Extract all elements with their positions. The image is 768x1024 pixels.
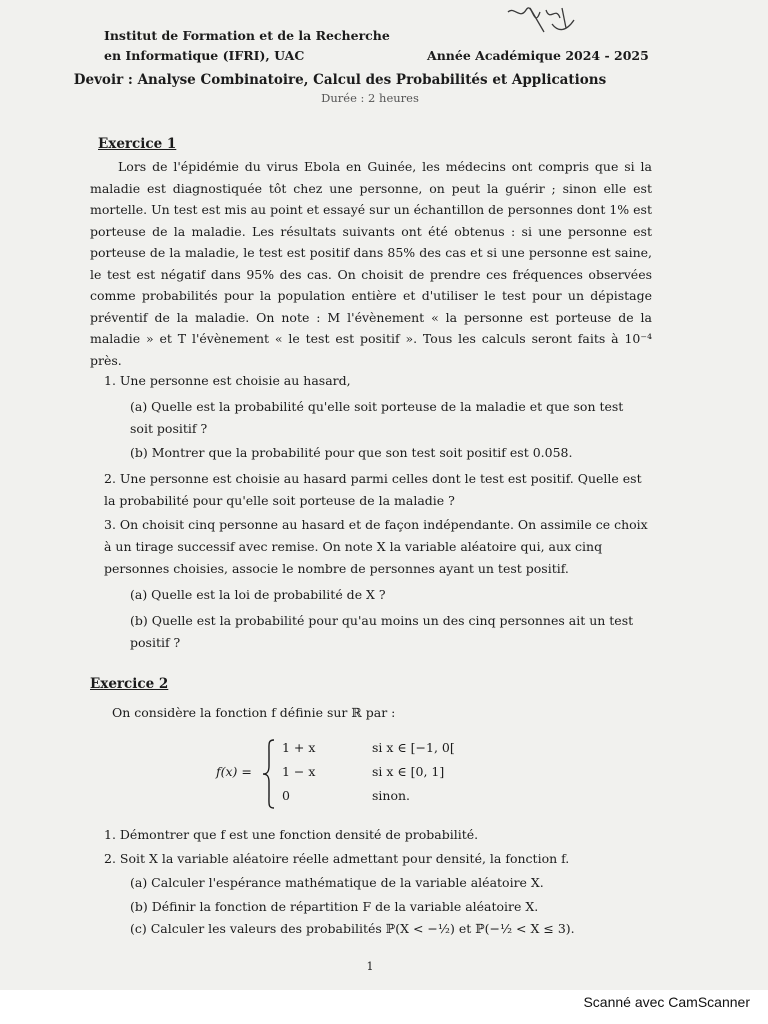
ex2-question-1 (104, 824, 654, 846)
question-3a (130, 584, 650, 606)
question-1 (104, 370, 654, 392)
question-2 (104, 468, 654, 512)
question-3a-text: (a) Quelle est la loi de probabilité de X ? (130, 587, 386, 602)
ex2-question-2c (130, 918, 650, 940)
case-3-condition: sinon. (372, 788, 411, 803)
ex2-question-2b (130, 896, 650, 918)
page-number: 1 (366, 960, 374, 973)
case-2-expression: 1 − x (282, 764, 316, 779)
academic-year: Année Académique 2024 - 2025 (427, 48, 649, 63)
left-brace (262, 738, 276, 810)
document-title: Devoir : Analyse Combinatoire, Calcul des Probabilités et Applications (73, 72, 607, 88)
ex2-question-2a (130, 872, 650, 894)
question-3 (104, 514, 654, 580)
ex2-question-1-text: 1. Démontrer que f est une fonction densité de probabilité. (104, 827, 479, 842)
ex2-question-2a-text: (a) Calculer l'espérance mathématique de la variable aléatoire X. (130, 875, 544, 890)
case-1-condition: si x ∈ [−1, 0[ (372, 740, 455, 755)
institute-name (104, 26, 390, 66)
formula-case-3 (282, 788, 492, 808)
exercise-1-title: Exercice 1 (98, 136, 177, 152)
institute-line-1: Institut de Formation et de la Recherche (104, 28, 390, 43)
exercise-1-intro: Lors de l'épidémie du virus Ebola en Guinée, les médecins ont compris que si la maladie est diagnostiquée tôt chez une personne, on peut la guérir ; sinon elle est mortelle. Un test est mis au point et essayé sur un échantillon de personnes dont 1% est porteuse de la maladie. Les résultats suivants ont été obtenus : si une personne est porteuse de la maladie, le test est positif dans 85% des cas et si une personne est saine, le test est négatif dans 95% des cas. On choisit de prendre ces fréquences observées comme probabilités pour la population entière et d'utiliser le test pour un dépistage préventif de la maladie. On note : M l'évènement « la personne est porteuse de la maladie » et T l'évènement « le test est positif ». Tous les calculs seront faits à 10⁻⁴ près. (90, 159, 652, 368)
exercise-2-intro: On considère la fonction f définie sur ℝ par : (112, 705, 396, 720)
exam-duration: Durée : 2 heures (321, 91, 419, 105)
question-3b-text: (b) Quelle est la probabilité pour qu'au moins un des cinq personnes ait un test positif ? (130, 613, 634, 650)
ex2-question-2-text: 2. Soit X la variable aléatoire réelle admettant pour densité, la fonction f. (104, 851, 570, 866)
case-2-condition: si x ∈ [0, 1] (372, 764, 445, 779)
question-1a (130, 396, 650, 440)
formula-case-1 (282, 740, 492, 760)
question-2-text: 2. Une personne est choisie au hasard parmi celles dont le test est positif. Quelle est la probabilité pour qu'elle soit porteuse de la maladie ? (104, 471, 642, 508)
question-1-text: 1. Une personne est choisie au hasard, (104, 373, 351, 388)
formula-case-2 (282, 764, 492, 784)
ex2-question-2 (104, 848, 654, 870)
piecewise-function (216, 736, 496, 812)
question-1b-text: (b) Montrer que la probabilité pour que son test soit positif est 0.058. (130, 445, 573, 460)
function-lhs: f(x) = (216, 764, 252, 779)
institute-line-2: en Informatique (IFRI), UAC (104, 48, 305, 63)
case-3-expression: 0 (282, 788, 290, 803)
ex2-question-2b-text: (b) Définir la fonction de répartition F de la variable aléatoire X. (130, 899, 539, 914)
question-1b (130, 442, 650, 464)
case-1-expression: 1 + x (282, 740, 316, 755)
ex2-question-2c-text: (c) Calculer les valeurs des probabilités ℙ(X < −½) et ℙ(−½ < X ≤ 3). (130, 921, 575, 936)
question-3-text: 3. On choisit cinq personne au hasard et de façon indépendante. On assimile ce choix à un tirage successif avec remise. On note X la variable aléatoire qui, aux cinq personnes choisies, associe le nombre de personnes ayant un test positif. (104, 517, 648, 576)
question-1a-text: (a) Quelle est la probabilité qu'elle soit porteuse de la maladie et que son test soit positif ? (130, 399, 624, 436)
question-3b (130, 610, 650, 654)
handwritten-signature (500, 2, 580, 40)
camscanner-watermark: Scanné avec CamScanner (583, 994, 750, 1010)
exercise-2-title: Exercice 2 (90, 676, 169, 692)
